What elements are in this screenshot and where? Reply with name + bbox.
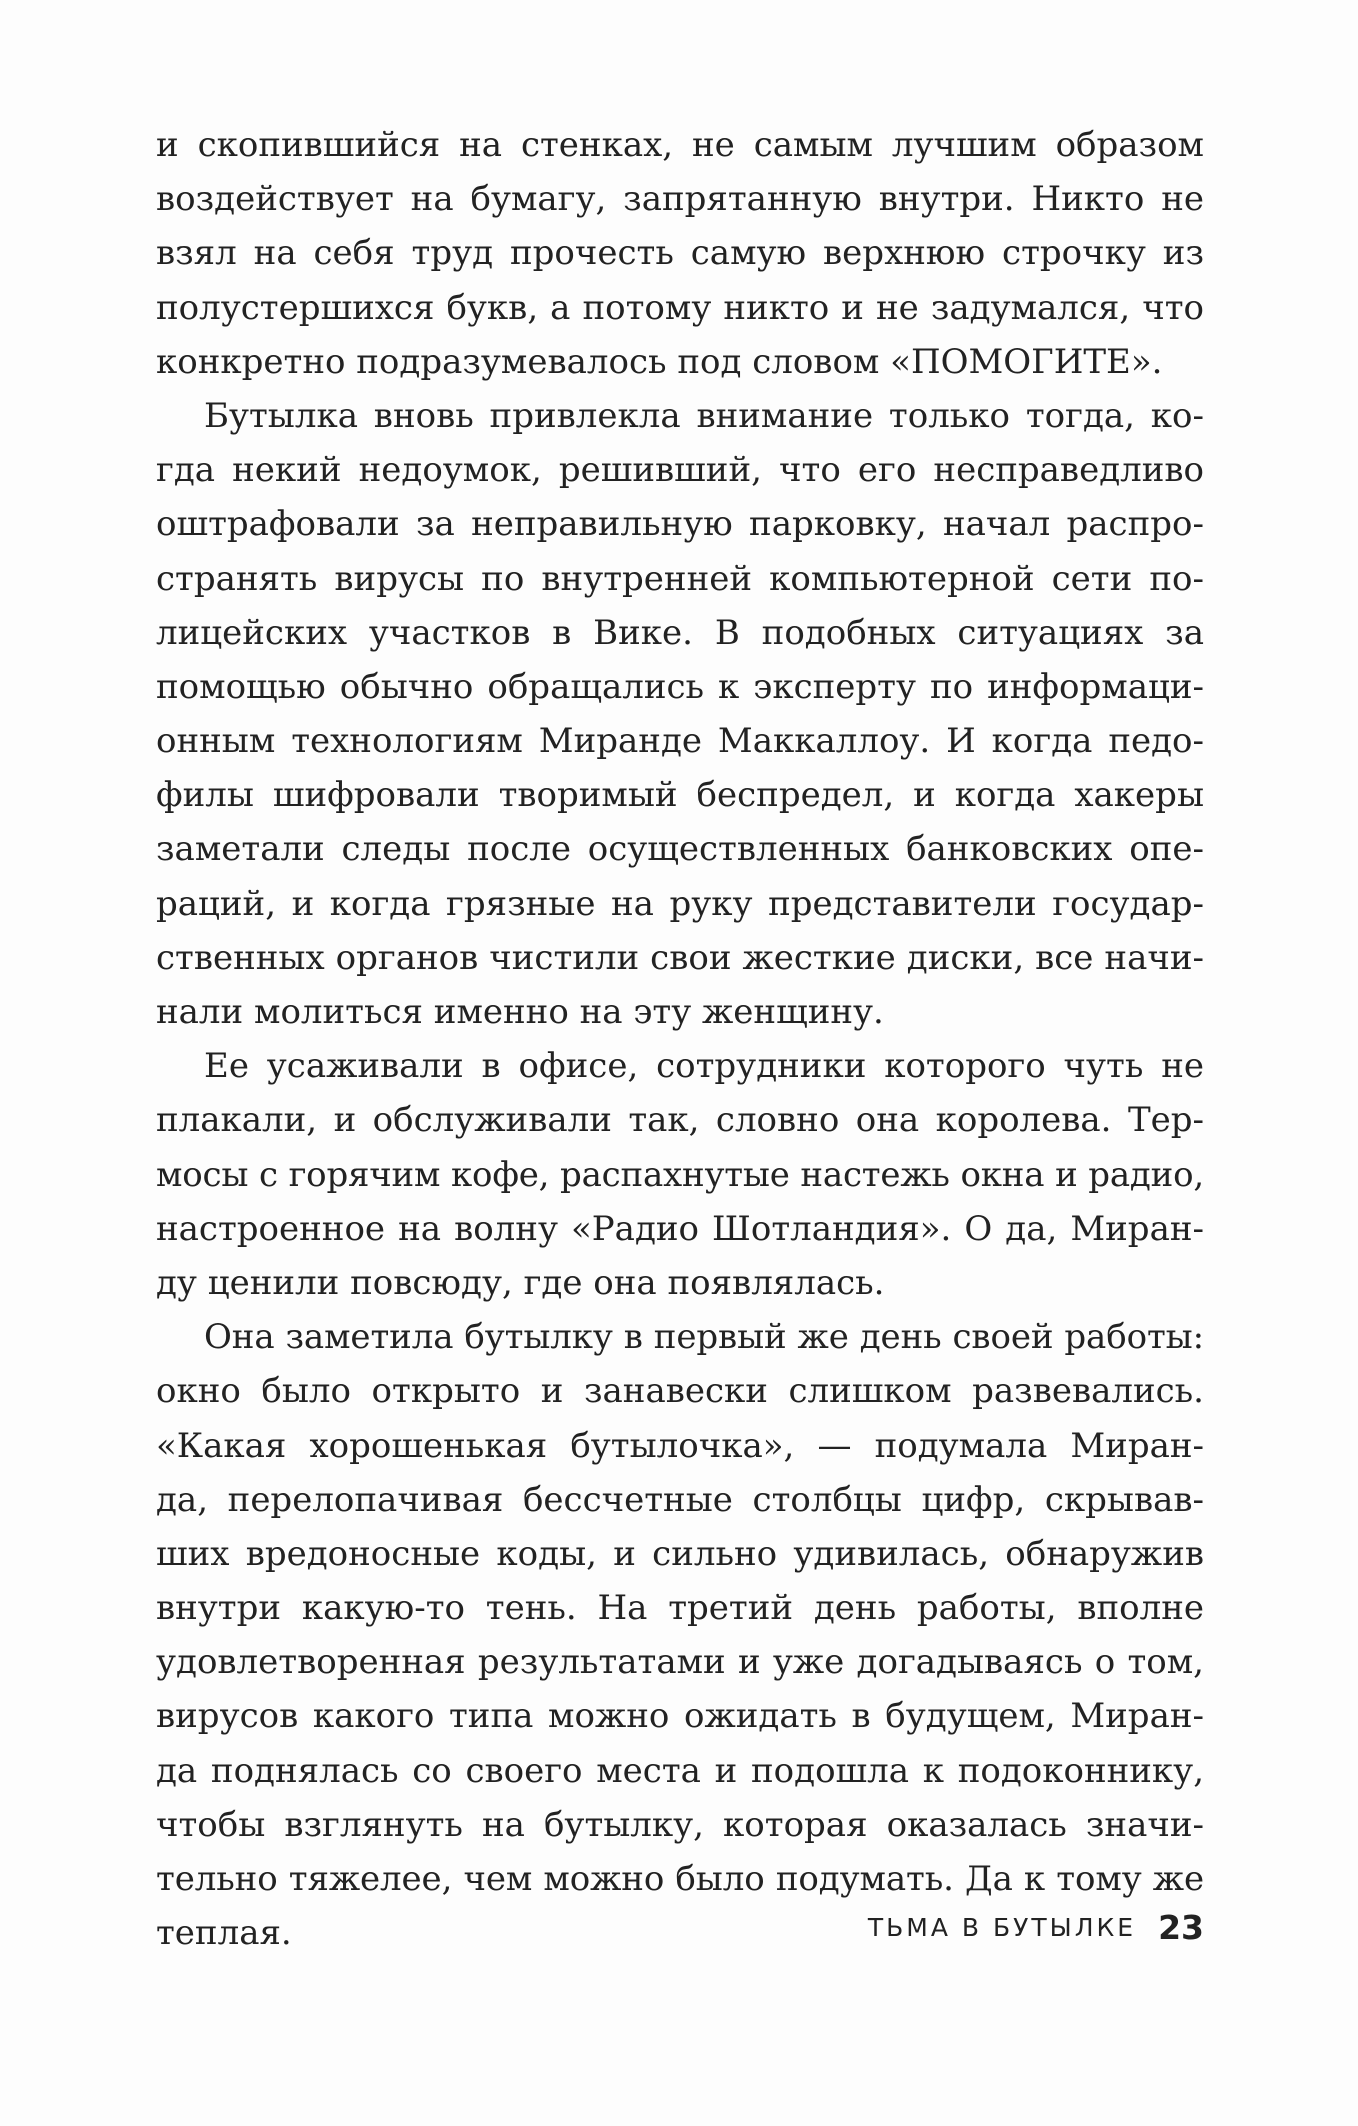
text-line: онным технологиям Миранде Маккаллоу. И когда педо- — [156, 721, 1204, 762]
text-line: настроенное на волну «Радио Шотландия». О да, Миран- — [156, 1208, 1204, 1249]
text-line: Ее усаживали в офисе, сотрудники которого чуть не — [204, 1046, 1204, 1087]
text-line: воздействует на бумагу, запрятанную внутри. Никто не — [156, 179, 1204, 220]
text-line: чтобы взглянуть на бутылку, которая оказалась значи- — [156, 1804, 1204, 1845]
text-line: удовлетворенная результатами и уже догадываясь о том, — [156, 1642, 1204, 1683]
text-line: лицейских участков в Вике. В подобных ситуациях за — [156, 612, 1204, 653]
text-line: странять вирусы по внутренней компьютерной сети по- — [156, 558, 1204, 599]
text-line: ду ценили повсюду, где она появлялась. — [156, 1262, 885, 1303]
text-line: конкретно подразумевалось под словом «ПОМОГИТЕ». — [156, 341, 1163, 382]
text-line: нали молиться именно на эту женщину. — [156, 992, 884, 1032]
text-line: да поднялась со своего места и подошла к подоконнику, — [156, 1750, 1204, 1791]
text-line: плакали, и обслуживали так, словно она королева. Тер- — [156, 1100, 1204, 1141]
text-line: оштрафовали за неправильную парковку, начал распро- — [156, 504, 1204, 545]
text-line: мосы с горячим кофе, распахнутые настежь окна и радио, — [156, 1154, 1204, 1195]
text-line: Она заметила бутылку в первый же день своей работы: — [204, 1317, 1204, 1358]
text-line: филы шифровали творимый беспредел, и когда хакеры — [156, 775, 1204, 816]
text-line: окно было открыто и занавески слишком развевались. — [156, 1371, 1204, 1412]
text-line: заметали следы после осуществленных банковских опе- — [156, 829, 1204, 870]
text-line: да, перелопачивая бессчетные столбцы цифр, скрывав- — [156, 1479, 1204, 1520]
page-number: 23 — [1158, 1908, 1204, 1947]
text-line: и скопившийся на стенках, не самым лучшим образом — [156, 125, 1204, 165]
text-line: полустершихся букв, а потому никто и не задумался, что — [156, 287, 1204, 328]
text-line: внутри какую-то тень. На третий день работы, вполне — [156, 1588, 1204, 1629]
text-line: тельно тяжелее, чем можно было подумать. Да к тому же — [156, 1859, 1204, 1899]
text-line: гда некий недоумок, решивший, что его несправедливо — [156, 450, 1204, 491]
text-line: Бутылка вновь привлекла внимание только тогда, ко- — [204, 395, 1204, 436]
text-line: взял на себя труд прочесть самую верхнюю строчку из — [156, 233, 1204, 274]
body-text — [156, 118, 1204, 1960]
running-title: ТЬМА В БУТЫЛКЕ — [867, 1913, 1137, 1942]
text-line: раций, и когда грязные на руку представители государ- — [156, 883, 1204, 924]
page-footer — [0, 1908, 1204, 1952]
text-line: помощью обычно обращались к эксперту по информаци- — [156, 666, 1204, 707]
text-line: вирусов какого типа можно ожидать в будущем, Миран- — [156, 1696, 1204, 1737]
text-line: теплая. — [156, 1913, 292, 1954]
text-line: ственных органов чистили свои жесткие диски, все начи- — [156, 937, 1204, 978]
text-line: ших вредоносные коды, и сильно удивилась, обнаружив — [156, 1533, 1204, 1574]
text-line: «Какая хорошенькая бутылочка», — подумала Миран- — [156, 1425, 1204, 1466]
